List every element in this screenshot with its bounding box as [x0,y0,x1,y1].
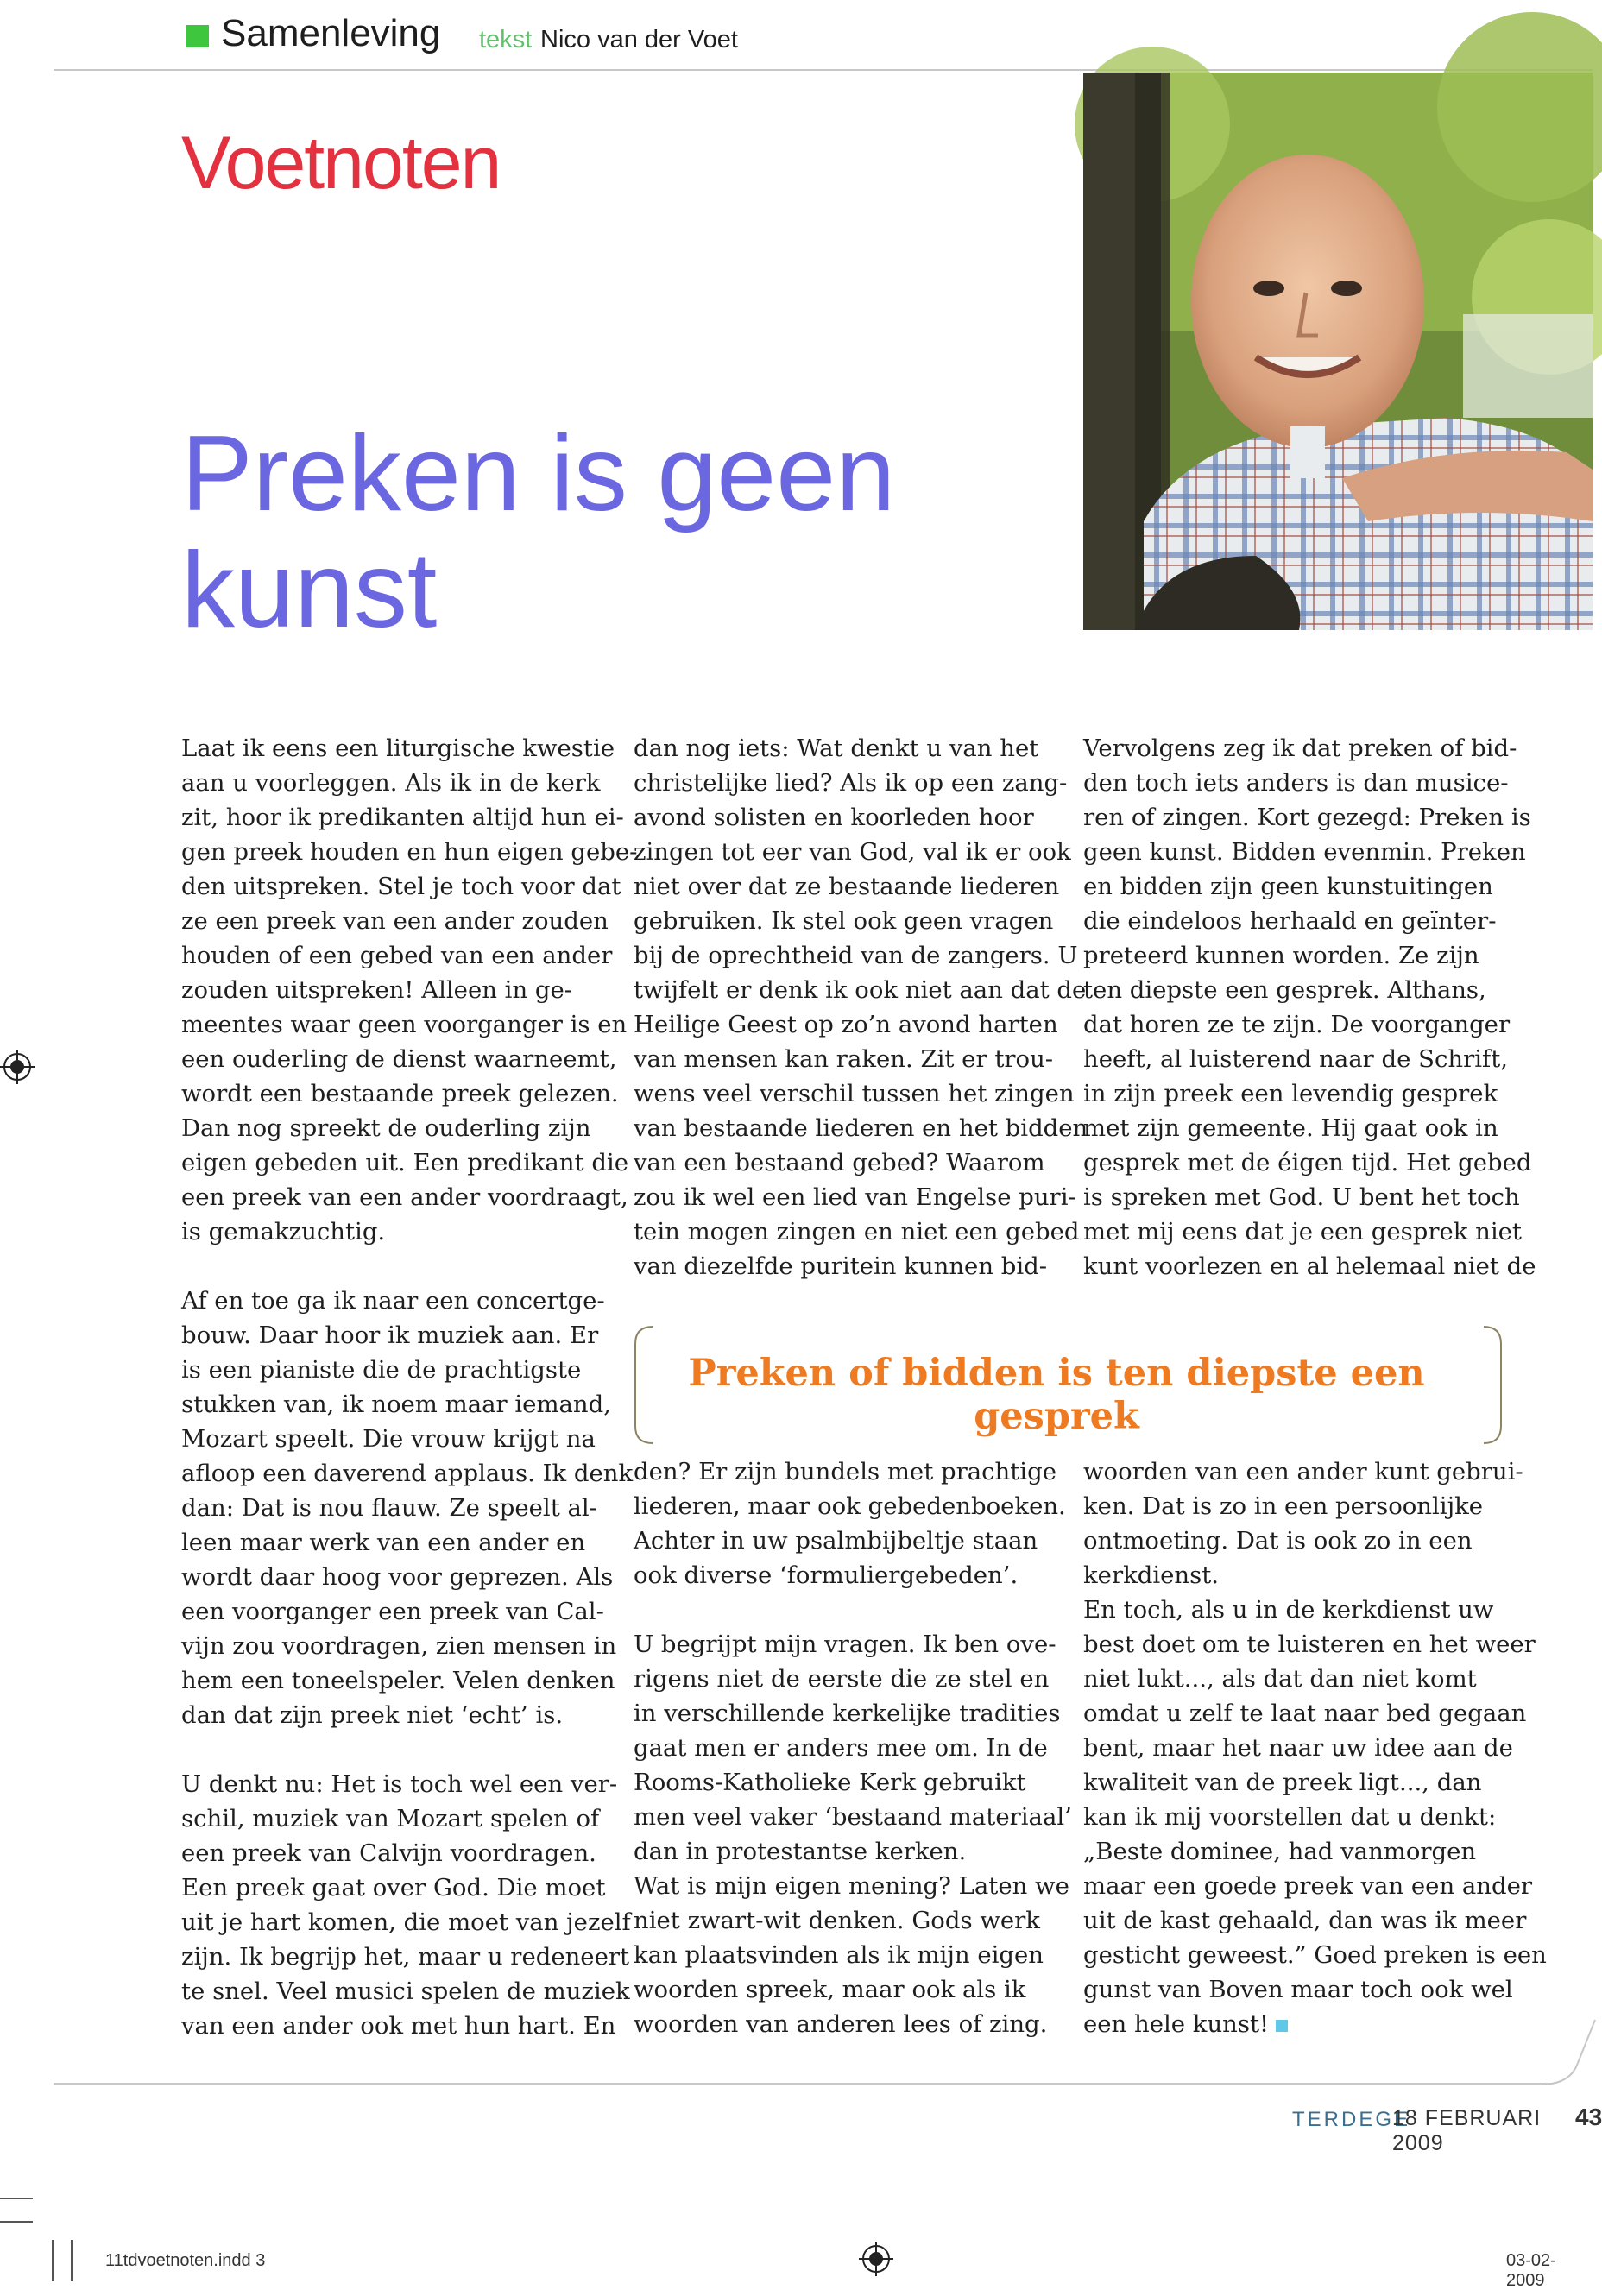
end-of-article-mark [1276,2020,1288,2032]
body-line: en bidden zijn geen kunstuitingen [1083,873,1493,900]
body-line: die eindeloos herhaald en geïnter- [1083,907,1497,935]
body-line: kan ik mij voorstellen dat u denkt: [1083,1803,1497,1831]
body-line: bouw. Daar hoor ik muziek aan. Er [181,1321,599,1349]
column-kicker: Voetnoten [181,122,501,205]
footer-corner-curve [1545,2020,1597,2087]
body-line: een voorganger een preek van Cal- [181,1598,604,1625]
body-line: gesprek met de éigen tijd. Het gebed [1083,1149,1532,1176]
body-line: ten diepste een gesprek. Althans, [1083,976,1486,1004]
body-line: bent, maar het naar uw idee aan de [1083,1734,1513,1762]
body-line: is een pianiste die de prachtigste [181,1356,582,1384]
byline-author: Nico van der Voet [540,26,738,54]
body-line: van een ander ook met hun hart. En [181,2012,616,2040]
registration-mark-icon [0,1050,35,1084]
body-line: is spreken met God. U bent het toch [1083,1183,1520,1211]
body-line: zouden uitspreken! Alleen in ge- [181,976,573,1004]
body-line: in verschillende kerkelijke tradities [634,1700,1061,1727]
body-line: wordt een bestaande preek gelezen. [181,1080,619,1107]
body-line: gen preek houden en hun eigen gebe- [181,838,638,866]
body-line: niet zwart-wit denken. Gods werk [634,1907,1040,1934]
body-line: tein mogen zingen en niet een gebed [634,1218,1080,1246]
body-line: een preek van Calvijn voordragen. [181,1839,596,1867]
body-line: Laat ik eens een liturgische kwestie [181,735,615,762]
body-line: dan: Dat is nou flauw. Ze speelt al- [181,1494,597,1522]
body-line: gebruiken. Ik stel ook geen vragen [634,907,1054,935]
body-line: Wat is mijn eigen mening? Laten we [634,1872,1069,1900]
body-line: bij de oprechtheid van de zangers. U [634,942,1078,969]
body-line: hem een toneelspeler. Velen denken [181,1667,615,1694]
body-line: dan nog iets: Wat denkt u van het [634,735,1039,762]
body-line: zingen tot eer van God, val ik er ook [634,838,1071,866]
body-line: kwaliteit van de preek ligt..., dan [1083,1769,1482,1796]
body-line: Mozart speelt. Die vrouw krijgt na [181,1425,596,1453]
body-line: met zijn gemeente. Hij gaat ook in [1083,1114,1498,1142]
body-line: U denkt nu: Het is toch wel een ver- [181,1770,618,1798]
body-line: uit je hart komen, die moet van jezelf [181,1908,631,1936]
body-line: Rooms-Katholieke Kerk gebruikt [634,1769,1026,1796]
body-line: schil, muziek van Mozart spelen of [181,1805,600,1832]
body-line: ken. Dat is zo in een persoonlijke [1083,1492,1484,1520]
crop-mark [52,2240,54,2281]
body-line: den? Er zijn bundels met prachtige [634,1458,1056,1485]
body-line: met mij eens dat je een gesprek niet [1083,1218,1522,1246]
body-line: avond solisten en koorleden hoor [634,804,1034,831]
body-line: ook diverse ‘formuliergebeden’. [634,1561,1019,1589]
section-title: Samenleving [221,12,441,54]
body-line: uit de kast gehaald, dan was ik meer [1083,1907,1527,1934]
body-column-1 [181,731,637,2043]
body-line: gaat men er anders mee om. In de [634,1734,1048,1762]
body-line: meentes waar geen voorganger is en [181,1011,628,1038]
body-line: afloop een daverend applaus. Ik denk [181,1460,634,1487]
body-line: Achter in uw psalmbijbeltje staan [634,1527,1038,1555]
body-line-text: een hele kunst! [1083,2010,1270,2038]
body-line: ontmoeting. Dat is ook zo in een [1083,1527,1473,1555]
body-line: wordt daar hoog voor geprezen. Als [181,1563,614,1591]
section-marker [186,25,209,47]
body-line: een preek van een ander voordraagt, [181,1183,628,1211]
body-line: stukken van, ik noem maar iemand, [181,1391,611,1418]
body-line: U begrijpt mijn vragen. Ik ben ove- [634,1631,1056,1658]
body-line: Vervolgens zeg ik dat preken of bid- [1083,735,1517,762]
body-line: kan plaatsvinden als ik mijn eigen [634,1941,1044,1969]
registration-mark-icon [859,2242,893,2276]
body-line: Een preek gaat over God. Die moet [181,1874,606,1902]
body-line: ren of zingen. Kort gezegd: Preken is [1083,804,1531,831]
body-line: omdat u zelf te laat naar bed gegaan [1083,1700,1527,1727]
issue-date: 18 FEBRUARI 2009 [1392,2106,1542,2155]
body-line: kerkdienst. [1083,1561,1220,1589]
body-line: aan u voorleggen. Als ik in de kerk [181,769,601,797]
body-line: Af en toe ga ik naar een concertge- [181,1287,605,1315]
body-line: van mensen kan raken. Zit er trou- [634,1045,1054,1073]
header-divider [54,69,1593,71]
pull-quote: Preken of bidden is ten diepste een gesprek [688,1352,1425,1438]
body-line: geen kunst. Bidden evenmin. Preken [1083,838,1526,866]
body-line: woorden van anderen lees of zing. [634,2010,1048,2038]
body-line: Dan nog spreekt de ouderling zijn [181,1114,591,1142]
byline-label: tekst [479,26,533,54]
crop-mark [0,2221,33,2223]
headline-line-1: Preken is geen [181,414,896,533]
body-line: twijfelt er denk ik ook niet aan dat de [634,976,1087,1004]
body-line: liederen, maar ook gebedenboeken. [634,1492,1066,1520]
body-line: „Beste dominee, had vanmorgen [1083,1838,1477,1865]
body-line: woorden van een ander kunt gebrui- [1083,1458,1523,1485]
body-column-3-top [1083,731,1536,1284]
body-line: men veel vaker ‘bestaand materiaal’ [634,1803,1072,1831]
page-number: 43 [1575,2104,1602,2130]
body-line: dan dat zijn preek niet ‘echt’ is. [181,1701,564,1729]
headline-line-2: kunst [181,531,438,650]
body-line: houden of een gebed van een ander [181,942,613,969]
body-line: den uitspreken. Stel je toch voor dat [181,873,621,900]
body-line: eigen gebeden uit. Een predikant die [181,1149,628,1176]
body-line: van een bestaand gebed? Waarom [634,1149,1045,1176]
body-line: wens veel verschil tussen het zingen [634,1080,1075,1107]
body-line: heeft, al luisterend naar de Schrift, [1083,1045,1508,1073]
body-line: in zijn preek een levendig gesprek [1083,1080,1498,1107]
body-line: leen maar werk van een ander en [181,1529,586,1556]
body-line: zou ik wel een lied van Engelse puri- [634,1183,1076,1211]
body-line: gesticht geweest.” Goed preken is een [1083,1941,1547,1969]
body-line: van diezelfde puritein kunnen bid- [634,1252,1048,1280]
body-line: preteerd kunnen worden. Ze zijn [1083,942,1479,969]
body-column-3-bottom [1083,1454,1547,2041]
file-slug: 11tdvoetnoten.indd 3 [105,2251,266,2270]
body-line: vijn zou voordragen, zien mensen in [181,1632,617,1660]
body-column-2-bottom [634,1454,1072,2041]
headline [181,416,906,649]
body-line: niet lukt..., als dat dan niet komt [1083,1665,1477,1693]
magazine-name: TERDEGE [1292,2108,1411,2131]
author-photo [1083,73,1593,630]
body-line: gunst van Boven maar toch ook wel [1083,1976,1513,2003]
body-line: En toch, als u in de kerkdienst uw [1083,1596,1494,1624]
body-line: Heilige Geest op zo’n avond harten [634,1011,1058,1038]
body-line: maar een goede preek van een ander [1083,1872,1533,1900]
body-line: woorden spreek, maar ook als ik [634,1976,1026,2003]
body-line-last [1083,2007,1547,2041]
body-line: den toch iets anders is dan musice- [1083,769,1509,797]
body-line: van bestaande liederen en het bidden [634,1114,1088,1142]
body-line: kunt voorlezen en al helemaal niet de [1083,1252,1536,1280]
body-line: dat horen ze te zijn. De voorganger [1083,1011,1511,1038]
body-line: rigens niet de eerste die ze stel en [634,1665,1050,1693]
slug-date: 03-02-2009 [1506,2251,1556,2290]
body-line: niet over dat ze bestaande liederen [634,873,1060,900]
body-line: zit, hoor ik predikanten altijd hun ei- [181,804,624,831]
body-column-2-top [634,731,1088,1284]
body-line: te snel. Veel musici spelen de muziek [181,1977,630,2005]
body-line: ze een preek van een ander zouden [181,907,609,935]
body-line: dan in protestantse kerken. [634,1838,967,1865]
crop-mark [71,2240,73,2281]
crop-mark [0,2198,33,2199]
body-line: zijn. Ik begrijp het, maar u redeneert [181,1943,630,1971]
body-line: een ouderling de dienst waarneemt, [181,1045,617,1073]
body-line: best doet om te luisteren en het weer [1083,1631,1536,1658]
body-line: is gemakzuchtig. [181,1218,386,1246]
body-line: christelijke lied? Als ik op een zang- [634,769,1068,797]
footer-divider [54,2083,1551,2085]
